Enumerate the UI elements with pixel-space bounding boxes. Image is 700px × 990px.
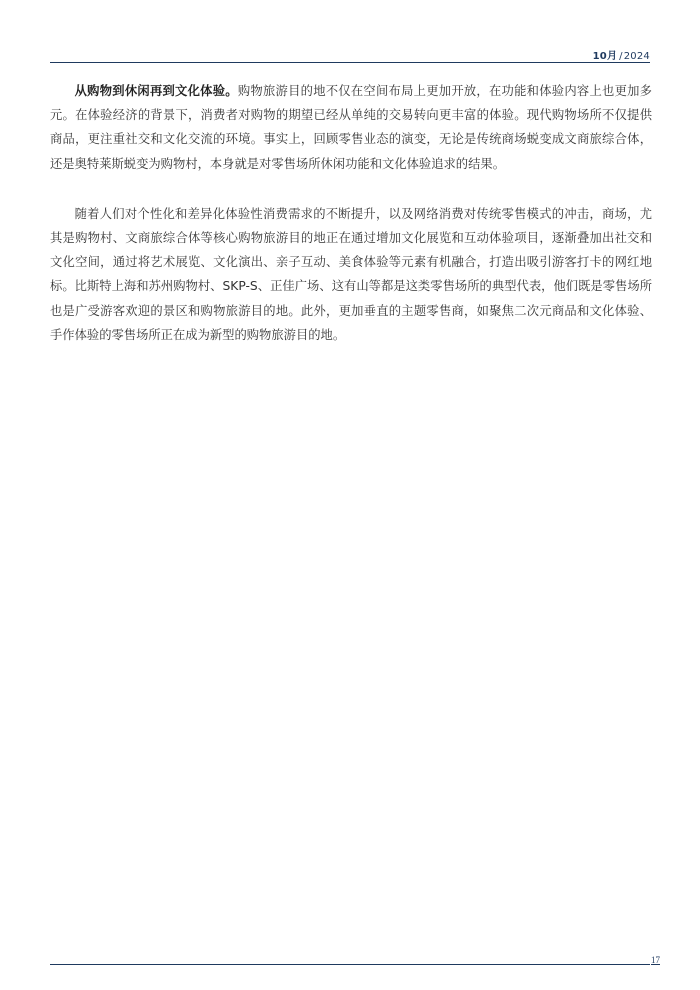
page-number: 17	[651, 955, 660, 965]
paragraph-1-lead: 从购物到休闲再到文化体验。	[74, 84, 238, 98]
header-month: 10月	[592, 51, 618, 62]
footer-rule	[50, 964, 650, 965]
paragraph-1	[50, 79, 652, 176]
header-rule	[50, 62, 650, 63]
header-date	[593, 47, 650, 62]
paragraph-1-text: 购物旅游目的地不仅在空间布局上更加开放，在功能和体验内容上也更加多元。在体验经济的背景下，消费者对购物的期望已经从单纯的交易转向更丰富的体验。现代购物场所不仅提供商品，更注重社交和文化交流的环境。事实上，回顾零售业态的演变，无论是传统商场蜕变成文商旅综合体，还是奥特莱斯蜕变为购物村，本身就是对零售场所休闲功能和文化体验追求的结果。	[50, 84, 652, 171]
article-body	[50, 79, 652, 347]
header-date-separator: /	[619, 51, 623, 62]
paragraph-2-text: 随着人们对个性化和差异化体验性消费需求的不断提升，以及网络消费对传统零售模式的冲击，商场，尤其是购物村、文商旅综合体等核心购物旅游目的地正在通过增加文化展览和互动体验项目，逐渐叠加出社交和文化空间，通过将艺术展览、文化演出、亲子互动、美食体验等元素有机融合，打造出吸引游客打卡的网红地标。比斯特上海和苏州购物村、SKP-S、正佳广场、这有山等都是这类零售场所的典型代表，他们既是零售场所也是广受游客欢迎的景区和购物旅游目的地。此外，更加垂直的主题零售商，如聚焦二次元商品和文化体验、手作体验的零售场所正在成为新型的购物旅游目的地。	[50, 206, 652, 342]
paragraph-2	[50, 202, 652, 347]
header-year: 2024	[623, 51, 650, 62]
